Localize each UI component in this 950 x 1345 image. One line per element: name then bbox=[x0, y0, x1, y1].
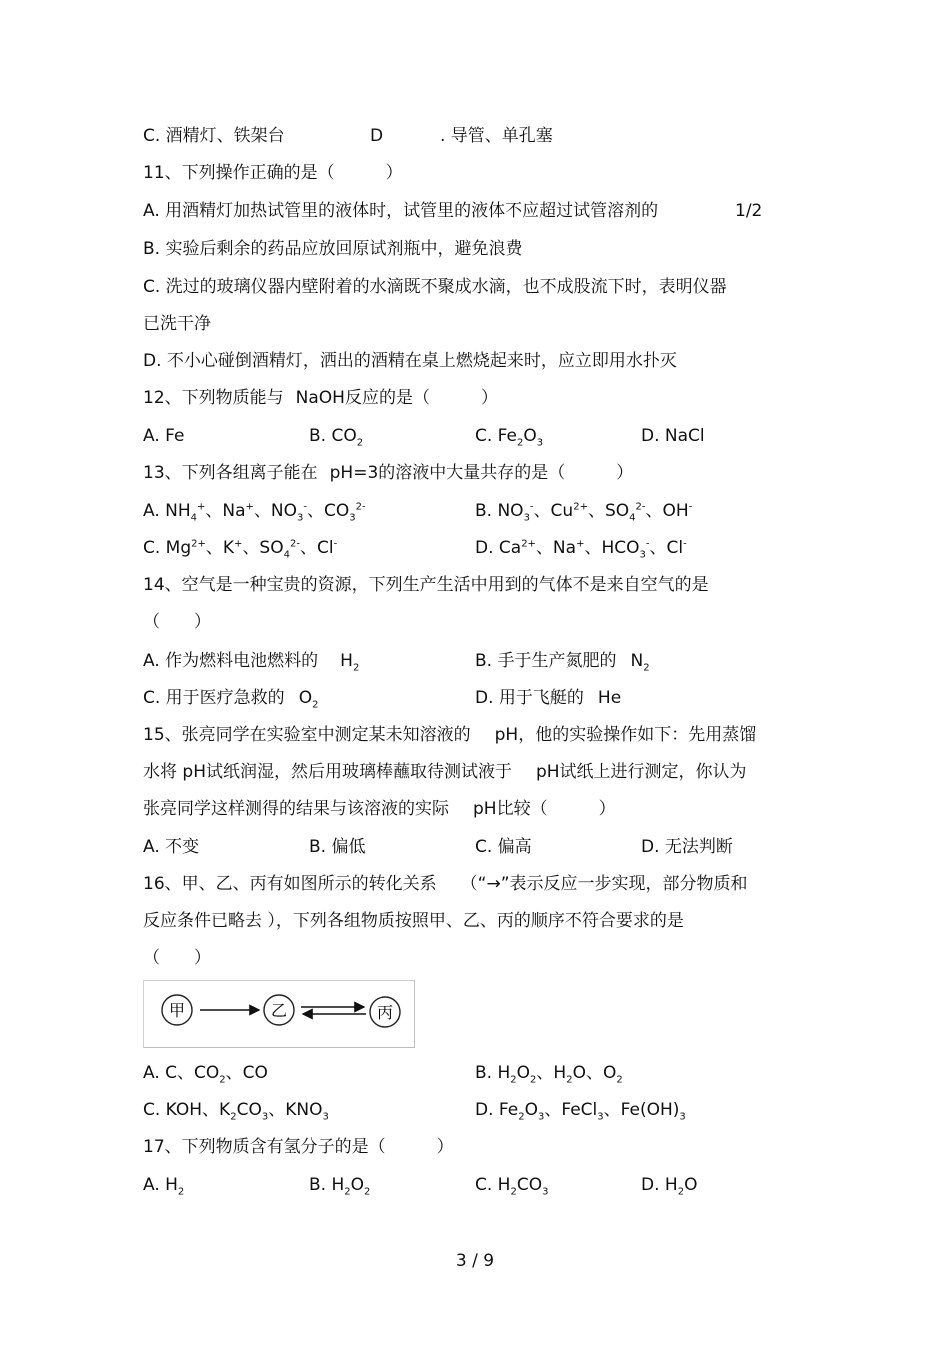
option-10d: . 导管、单孔塞 bbox=[440, 126, 553, 146]
node-bing-label: 丙 bbox=[376, 1003, 394, 1022]
option-14a: A. 作为燃料电池燃料的 $H_2$ bbox=[143, 651, 360, 674]
option-15a: A. 不变 bbox=[143, 837, 200, 857]
question-16-bracket: （ ） bbox=[143, 948, 211, 968]
option-11b: B. 实验后剩余的药品应放回原试剂瓶中，避免浪费 bbox=[143, 239, 523, 259]
option-10c: C. 酒精灯、铁架台 bbox=[143, 126, 285, 146]
node-jia-label: 甲 bbox=[168, 1001, 186, 1020]
option-16c: C. KOH、$K_2CO_3$、$KNO_3$ bbox=[143, 1100, 329, 1123]
option-13a: A. $NH_4^+$、Na+、$NO_3^-$、$CO_3^{2-}$ bbox=[143, 501, 366, 524]
option-13c: C. $Mg^{2+}$、K+、$SO_4^{2-}$、Cl- bbox=[143, 538, 338, 561]
question-15-line1: 15、张亮同学在实验室中测定某未知溶液的 pH，他的实验操作如下：先用蒸馏 bbox=[143, 725, 757, 745]
question-12: 12、下列物质能与 NaOH反应的是（ ） bbox=[143, 388, 498, 408]
question-14: 14、空气是一种宝贵的资源，下列生产生活中用到的气体不是来自空气的是 bbox=[143, 575, 709, 595]
option-15c: C. 偏高 bbox=[475, 837, 532, 857]
node-yi-label: 乙 bbox=[270, 1001, 288, 1020]
option-15b: B. 偏低 bbox=[309, 837, 366, 857]
page-number: 3 / 9 bbox=[455, 1251, 495, 1271]
option-12a: A. Fe bbox=[143, 426, 185, 446]
question-15-line3: 张亮同学这样测得的结果与该溶液的实际 pH比较（ ） bbox=[143, 799, 616, 819]
option-13b: B. $NO_3^-$、$Cu^{2+}$、$SO_4^{2-}$、OH- bbox=[475, 501, 693, 524]
option-16d: D. $Fe_2O_3$、FeCl$_3$、$Fe(OH)_3$ bbox=[475, 1100, 686, 1123]
option-12c: C. $Fe_2O_3$ bbox=[475, 426, 544, 449]
option-17a: A. $H_2$ bbox=[143, 1175, 185, 1198]
conversion-diagram bbox=[143, 980, 415, 1048]
option-11c-cont: 已洗干净 bbox=[143, 314, 211, 334]
option-10d-letter: D bbox=[370, 126, 384, 146]
option-11c: C. 洗过的玻璃仪器内壁附着的水滴既不聚成水滴，也不成股流下时，表明仪器 bbox=[143, 277, 727, 297]
option-12d: D. NaCl bbox=[641, 426, 705, 446]
option-17c: C. $H_2CO_3$ bbox=[475, 1175, 549, 1198]
option-16b: B. $H_2O_2$、$H_2O$、$O_2$ bbox=[475, 1063, 623, 1086]
option-11a-fraction: 1/2 bbox=[735, 201, 763, 221]
conversion-diagram-svg bbox=[144, 981, 414, 1047]
question-14-bracket: （ ） bbox=[143, 612, 211, 632]
option-16a: A. C、$CO_2$、CO bbox=[143, 1063, 268, 1086]
question-15-line2: 水将 pH试纸润湿，然后用玻璃棒蘸取待测试液于 pH试纸上进行测定，你认为 bbox=[143, 762, 747, 782]
option-14c: C. 用于医疗急救的 $O_2$ bbox=[143, 688, 319, 711]
option-17b: B. $H_2O_2$ bbox=[309, 1175, 371, 1198]
question-11: 11、下列操作正确的是（ ） bbox=[143, 163, 403, 183]
option-12b: B. $CO_2$ bbox=[309, 426, 364, 449]
option-11d: D. 不小心碰倒酒精灯，洒出的酒精在桌上燃烧起来时，应立即用水扑灭 bbox=[143, 351, 677, 371]
question-13: 13、下列各组离子能在 pH=3的溶液中大量共存的是（ ） bbox=[143, 463, 634, 483]
option-14b: B. 手于生产氮肥的 $N_2$ bbox=[475, 651, 650, 674]
option-15d: D. 无法判断 bbox=[641, 837, 733, 857]
option-17d: D. $H_2O$ bbox=[641, 1175, 698, 1198]
question-17: 17、下列物质含有氢分子的是（ ） bbox=[143, 1137, 454, 1157]
option-11a: A. 用酒精灯加热试管里的液体时，试管里的液体不应超过试管溶剂的 bbox=[143, 201, 659, 221]
question-16-line2: 反应条件已略去 ），下列各组物质按照甲、乙、丙的顺序不符合要求的是 bbox=[143, 911, 684, 931]
option-14d: D. 用于飞艇的 He bbox=[475, 688, 622, 708]
option-13d: D. $Ca^{2+}$、Na+、$HCO_3^-$、Cl- bbox=[475, 538, 687, 561]
question-16-line1: 16、甲、乙、丙有如图所示的转化关系 （“→”表示反应一步实现，部分物质和 bbox=[143, 874, 748, 894]
